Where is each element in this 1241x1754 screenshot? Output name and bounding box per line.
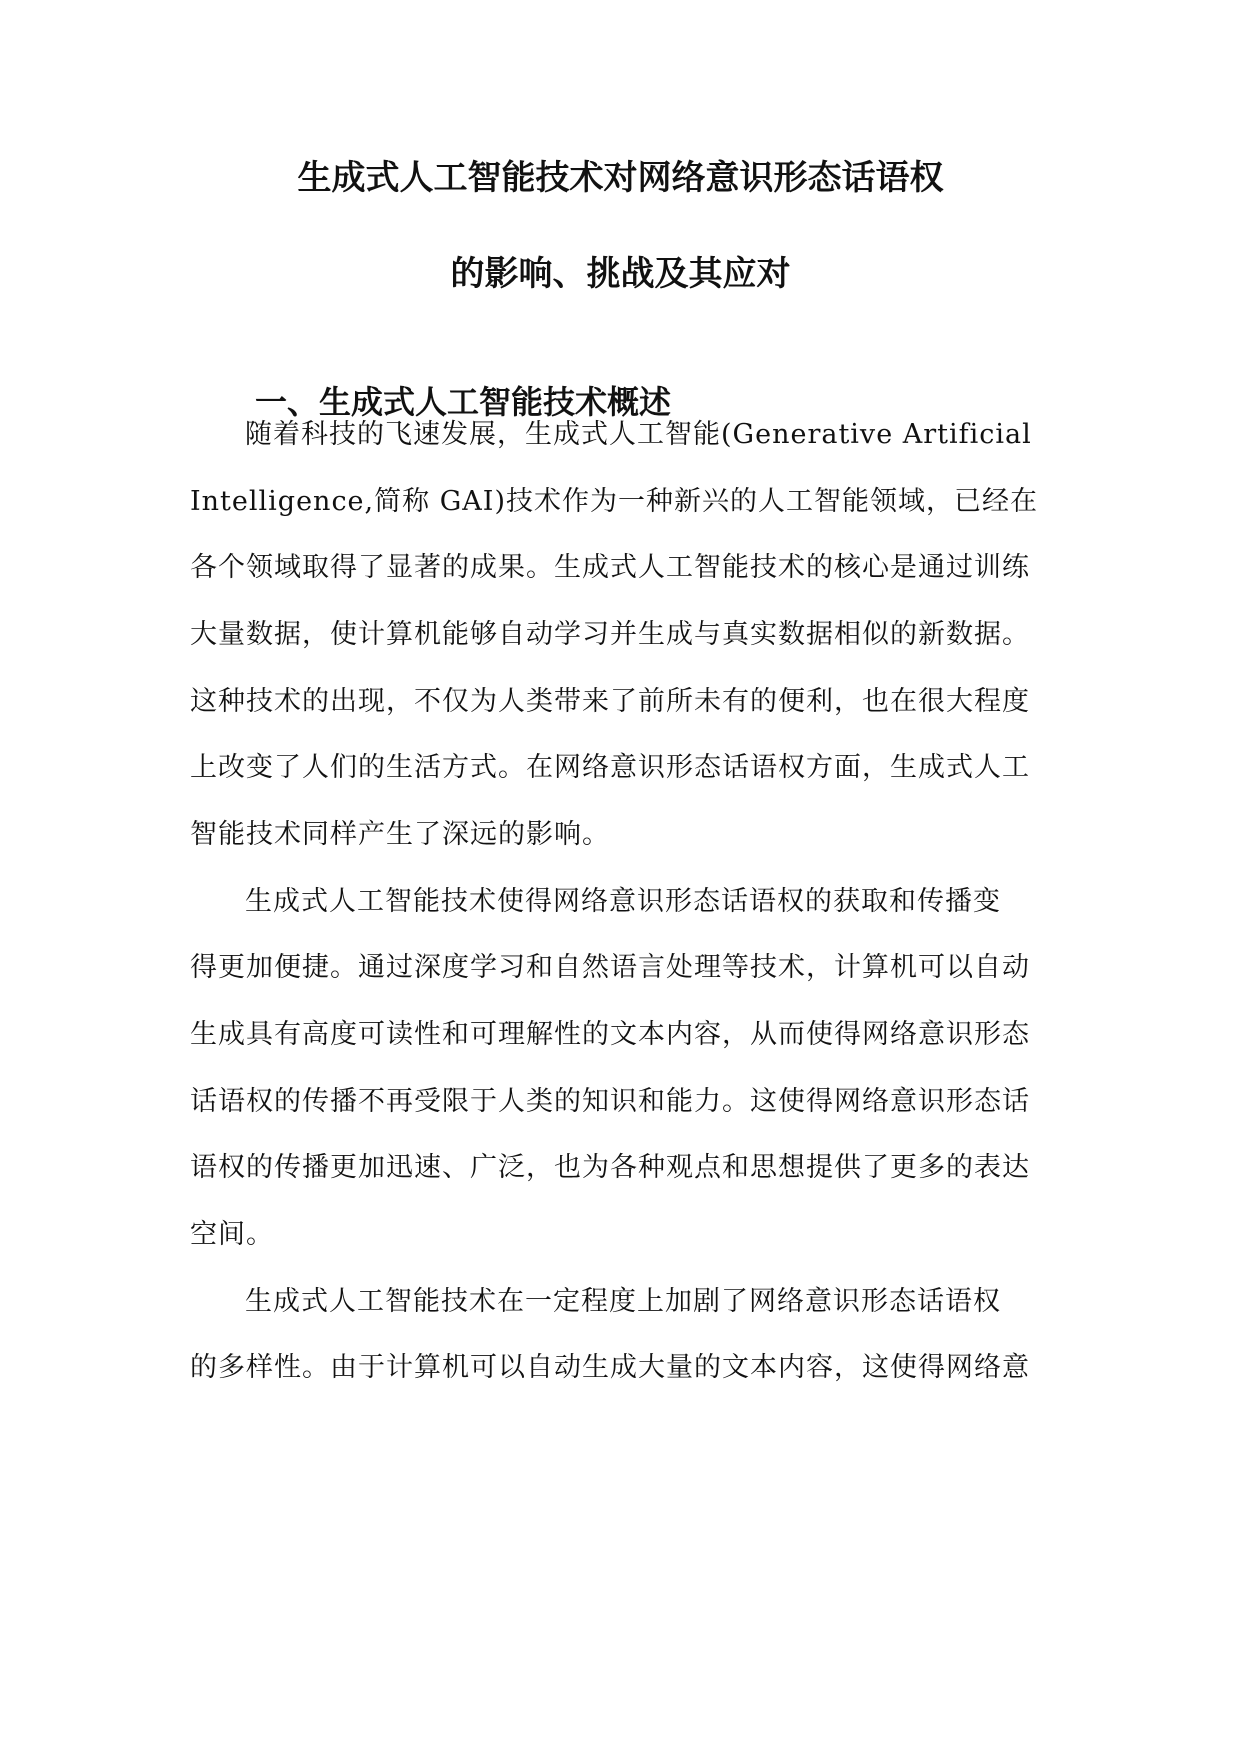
paragraph-2-line-3: 生成具有高度可读性和可理解性的文本内容，从而使得网络意识形态: [190, 1019, 1030, 1050]
paragraph-2-line-1: 生成式人工智能技术使得网络意识形态话语权的获取和传播变: [245, 886, 1001, 917]
paragraph-1-line-3: 各个领域取得了显著的成果。生成式人工智能技术的核心是通过训练: [190, 552, 1030, 583]
section-heading: 一、生成式人工智能技术概述: [255, 383, 672, 421]
paragraph-1-line-7: 智能技术同样产生了深远的影响。: [190, 819, 610, 850]
paragraph-1-line-4: 大量数据，使计算机能够自动学习并生成与真实数据相似的新数据。: [190, 619, 1030, 650]
paragraph-3-line-2: 的多样性。由于计算机可以自动生成大量的文本内容，这使得网络意: [190, 1352, 1030, 1383]
document-title-line-1: 生成式人工智能技术对网络意识形态话语权: [297, 158, 944, 198]
paragraph-2-line-6: 空间。: [190, 1219, 274, 1250]
paragraph-2-line-2: 得更加便捷。通过深度学习和自然语言处理等技术，计算机可以自动: [190, 952, 1030, 983]
document-title-line-2: 的影响、挑战及其应对: [450, 254, 791, 294]
paragraph-3-line-1: 生成式人工智能技术在一定程度上加剧了网络意识形态话语权: [245, 1286, 1001, 1317]
paragraph-1-line-2: Intelligence,简称 GAI)技术作为一种新兴的人工智能领域，已经在: [190, 486, 1038, 517]
paragraph-1-line-1: 随着科技的飞速发展，生成式人工智能(Generative Artificial: [245, 419, 1032, 450]
paragraph-1-line-5: 这种技术的出现，不仅为人类带来了前所未有的便利，也在很大程度: [190, 686, 1030, 717]
paragraph-1-line-6: 上改变了人们的生活方式。在网络意识形态话语权方面，生成式人工: [190, 752, 1030, 783]
paragraph-2-line-4: 话语权的传播不再受限于人类的知识和能力。这使得网络意识形态话: [190, 1086, 1030, 1117]
paragraph-2-line-5: 语权的传播更加迅速、广泛，也为各种观点和思想提供了更多的表达: [190, 1152, 1030, 1183]
